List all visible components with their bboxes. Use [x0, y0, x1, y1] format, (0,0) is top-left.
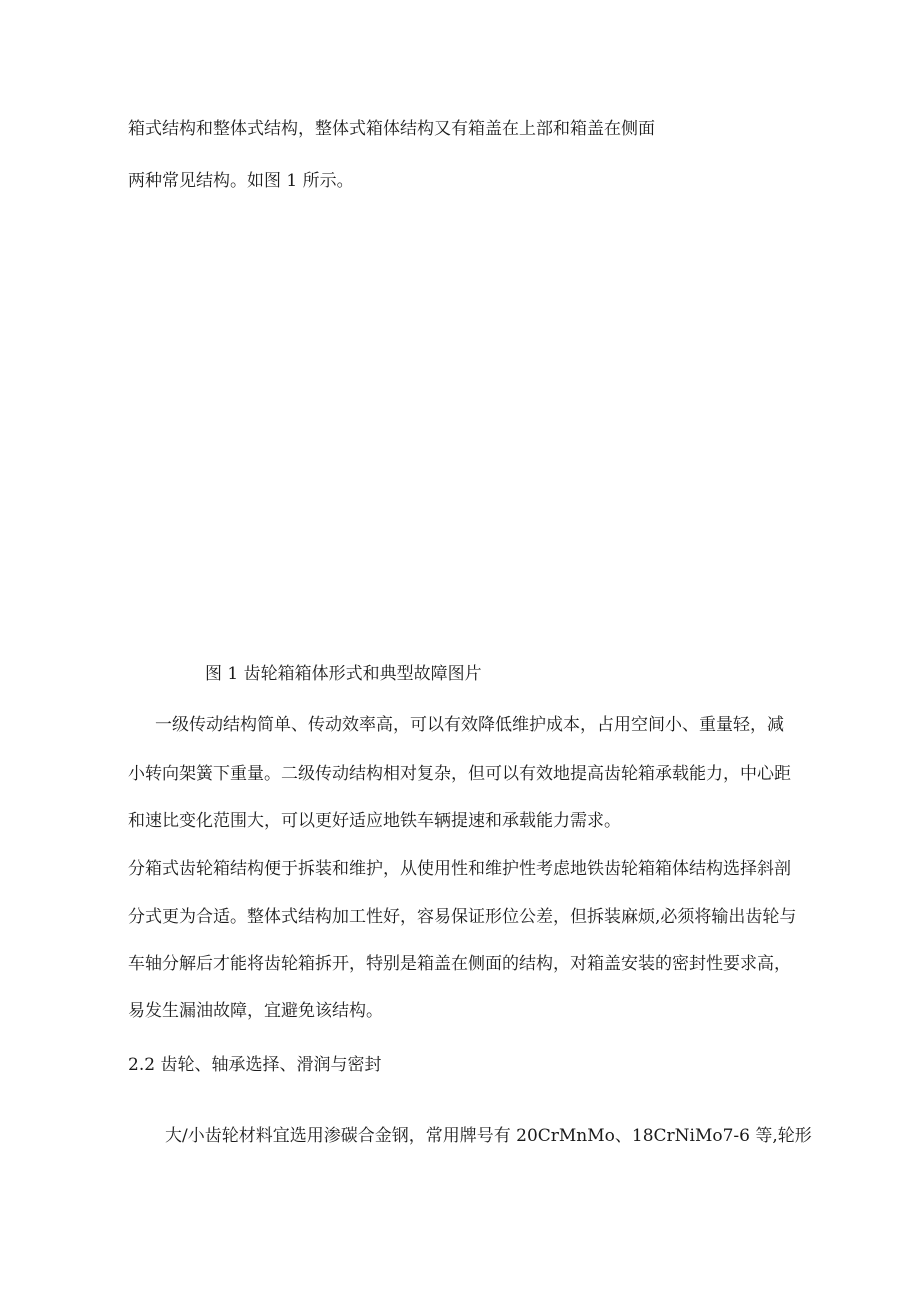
housing-line-1: 分箱式齿轮箱结构便于拆装和维护，从使用性和维护性考虑地铁齿轮箱箱体结构选择斜剖 — [128, 859, 791, 879]
intro-line-1: 箱式结构和整体式结构，整体式箱体结构又有箱盖在上部和箱盖在侧面 — [128, 119, 655, 139]
housing-line-2: 分式更为合适。整体式结构加工性好，容易保证形位公差，但拆装麻烦,必须将输出齿轮与 — [128, 907, 797, 927]
housing-line-4: 易发生漏油故障，宜避免该结构。 — [128, 1001, 383, 1021]
transmission-line-3: 和速比变化范围大，可以更好适应地铁车辆提速和承载能力需求。 — [128, 811, 621, 831]
figure-caption: 图 1 齿轮箱箱体形式和典型故障图片 — [205, 664, 482, 684]
section-heading: 2.2 齿轮、轴承选择、滑润与密封 — [128, 1055, 382, 1075]
housing-line-3: 车轴分解后才能将齿轮箱拆开，特别是箱盖在侧面的结构，对箱盖安装的密封性要求高， — [128, 954, 791, 974]
materials-line-1: 大/小齿轮材料宜选用渗碳合金钢，常用牌号有 20CrMnMo、18CrNiMo7-6 等,轮形 — [165, 1126, 812, 1146]
transmission-line-1: 一级传动结构简单、传动效率高，可以有效降低维护成本，占用空间小、重量轻，减 — [155, 715, 784, 735]
figure-placeholder — [128, 210, 792, 650]
intro-line-2: 两种常见结构。如图 1 所示。 — [128, 171, 354, 191]
transmission-line-2: 小转向架簧下重量。二级传动结构相对复杂，但可以有效地提高齿轮箱承载能力，中心距 — [128, 764, 791, 784]
